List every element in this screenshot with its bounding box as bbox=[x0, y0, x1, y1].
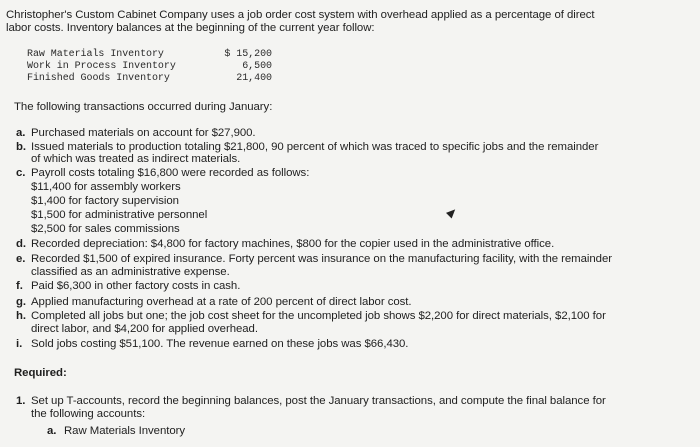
balance-wip-value: 6,500 bbox=[242, 61, 272, 72]
balance-raw-label: Raw Materials Inventory bbox=[27, 49, 164, 60]
item-e-line-1: Recorded $1,500 of expired insurance. Forty percent was insurance on the manufacturing facility, with the remainder bbox=[31, 253, 612, 265]
transactions-heading: The following transactions occurred during January: bbox=[14, 101, 273, 113]
balance-raw-value: $ 15,200 bbox=[224, 49, 272, 60]
required-q1-line-2: the following accounts: bbox=[31, 408, 146, 420]
item-c-line-1: Payroll costs totaling $16,800 were recorded as follows: bbox=[31, 167, 310, 179]
mouse-cursor-icon bbox=[446, 206, 458, 218]
item-f-text: Paid $6,300 in other factory costs in cash. bbox=[31, 280, 241, 292]
item-h-line-1: Completed all jobs but one; the job cost sheet for the uncompleted job shows $2,200 for direct materials, $2,100 for bbox=[31, 310, 606, 322]
item-e-label: e. bbox=[16, 253, 26, 265]
balance-fg-label: Finished Goods Inventory bbox=[27, 73, 170, 84]
intro-line-2: labor costs. Inventory balances at the beginning of the current year follow: bbox=[6, 22, 375, 34]
balance-wip-label: Work in Process Inventory bbox=[27, 61, 176, 72]
item-d-label: d. bbox=[16, 238, 27, 250]
balance-fg-value: 21,400 bbox=[236, 73, 272, 84]
item-c-sub-4: $2,500 for sales commissions bbox=[31, 223, 180, 235]
required-q1-line-1: Set up T-accounts, record the beginning balances, post the January transactions, and compute the final balance for bbox=[31, 395, 606, 407]
required-q1a-label: a. bbox=[47, 425, 57, 437]
item-b-line-1: Issued materials to production totaling $21,800, 90 percent of which was traced to specific jobs and the remainder bbox=[31, 141, 599, 153]
item-b-label: b. bbox=[16, 141, 27, 153]
item-h-label: h. bbox=[16, 310, 27, 322]
item-d-text: Recorded depreciation: $4,800 for factory machines, $800 for the copier used in the administrative office. bbox=[31, 238, 555, 250]
item-h-line-2: direct labor, and $4,200 for applied overhead. bbox=[31, 323, 258, 335]
item-e-line-2: classified as an administrative expense. bbox=[31, 266, 230, 278]
item-c-sub-1: $11,400 for assembly workers bbox=[31, 181, 181, 193]
required-heading: Required: bbox=[14, 367, 67, 379]
item-c-label: c. bbox=[16, 167, 26, 179]
item-g-text: Applied manufacturing overhead at a rate of 200 percent of direct labor cost. bbox=[31, 296, 412, 308]
item-i-text: Sold jobs costing $51,100. The revenue earned on these jobs was $66,430. bbox=[31, 338, 409, 350]
item-b-line-2: of which was treated as indirect materials. bbox=[31, 153, 241, 165]
item-c-sub-2: $1,400 for factory supervision bbox=[31, 195, 179, 207]
item-a-label: a. bbox=[16, 127, 26, 139]
item-c-sub-3: $1,500 for administrative personnel bbox=[31, 209, 208, 221]
item-f-label: f. bbox=[16, 280, 23, 292]
intro-line-1: Christopher's Custom Cabinet Company uses a job order cost system with overhead applied as a percentage of direct bbox=[6, 9, 595, 21]
required-q1-label: 1. bbox=[16, 395, 26, 407]
required-q1a-text: Raw Materials Inventory bbox=[64, 425, 186, 437]
item-a-text: Purchased materials on account for $27,900. bbox=[31, 127, 256, 139]
item-i-label: i. bbox=[16, 338, 23, 350]
item-g-label: g. bbox=[16, 296, 27, 308]
